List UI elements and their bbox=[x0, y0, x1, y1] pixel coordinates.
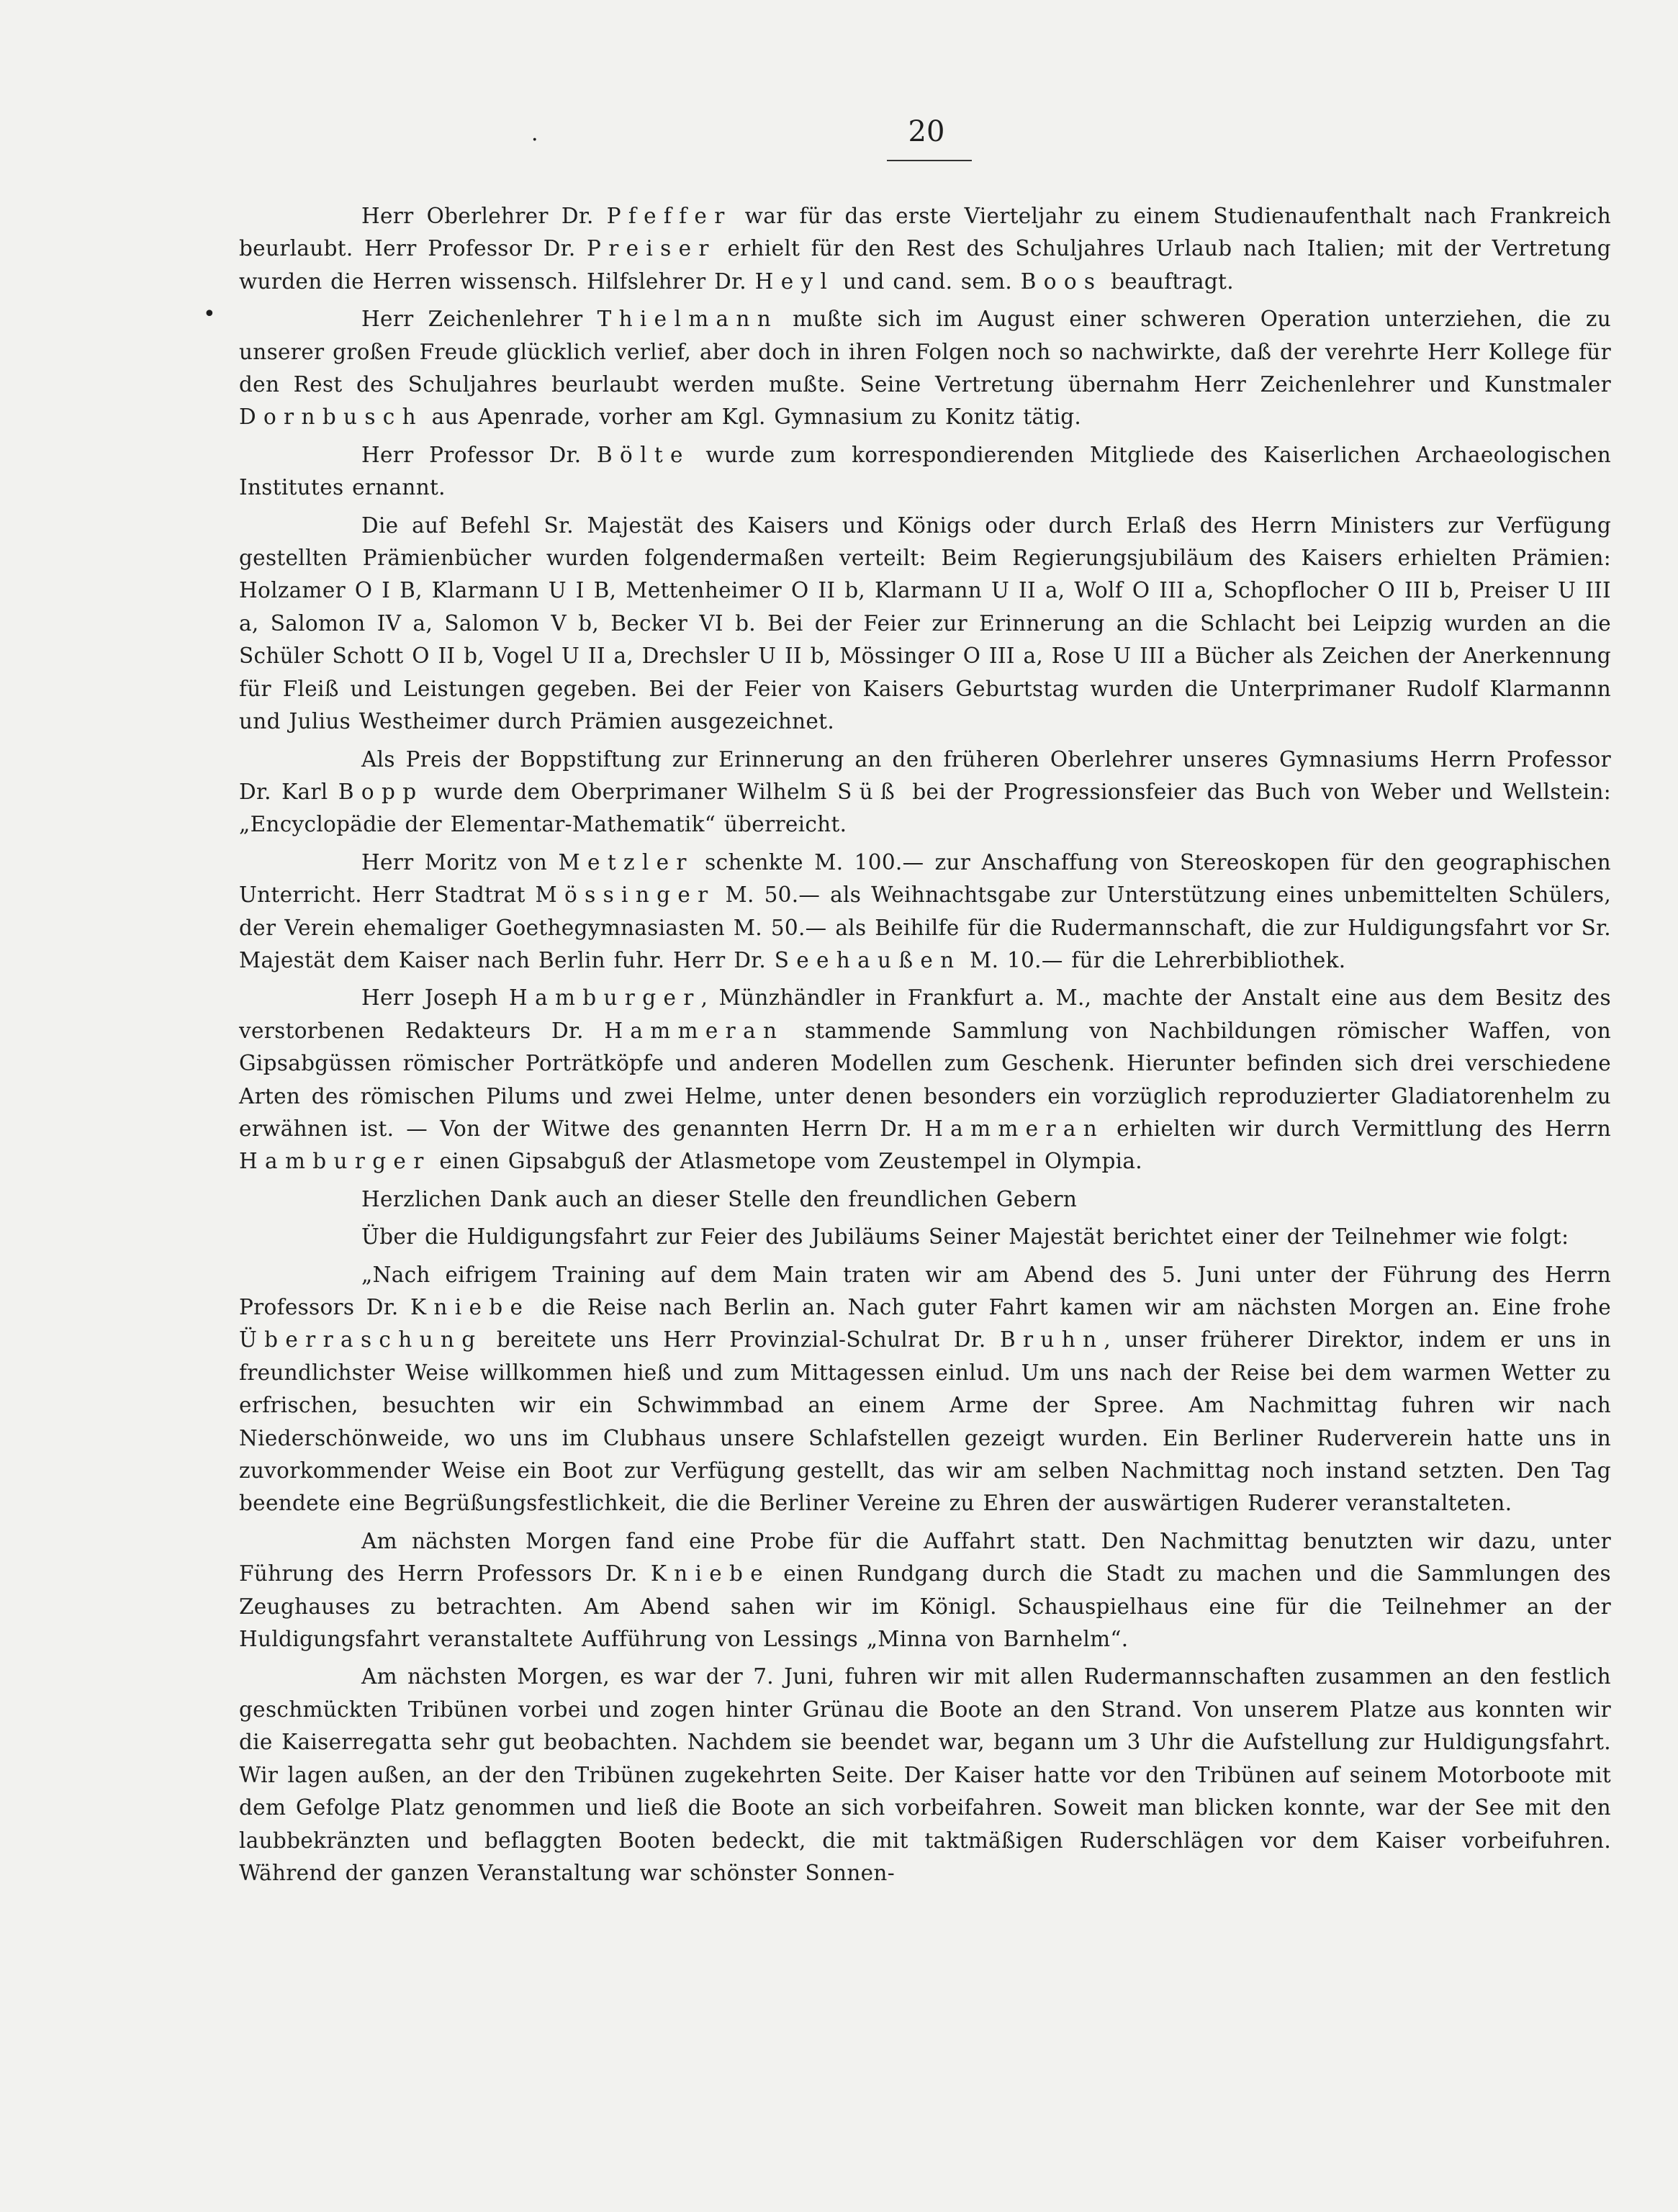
text-run: Herzlichen Dank auch an dieser Stelle den freundlichen Gebern bbox=[361, 1186, 1078, 1211]
spaced-name: Metzler bbox=[558, 849, 694, 875]
paragraph bbox=[239, 1525, 1611, 1656]
text-run: Herr Oberlehrer Dr. bbox=[361, 204, 607, 228]
document-body bbox=[239, 200, 1611, 1895]
spaced-name: Bölte bbox=[597, 442, 690, 467]
text-run: Über die Huldigungsfahrt zur Feier des Jubiläums Seiner Majestät berichtet einer der Teilnehmer wie folgt: bbox=[361, 1224, 1569, 1250]
text-run: bei der Progressionsfeier das Buch von Weber und Wellstein: „Encyclopädie der Elementar-Mathematik“ überreicht. bbox=[239, 779, 1612, 837]
paragraph bbox=[239, 982, 1611, 1178]
text-run: wurde dem Oberprimaner Wilhelm bbox=[423, 779, 838, 804]
paragraph bbox=[239, 200, 1611, 298]
text-run: erhielten wir durch Vermittlung des Herrn bbox=[1104, 1116, 1611, 1141]
text-run: die Reise nach Berlin an. Nach guter Fahrt kamen wir am nächsten Morgen an. Eine frohe bbox=[530, 1295, 1611, 1319]
spaced-name: Mössinger bbox=[535, 882, 716, 908]
text-run: einen Rundgang durch die Stadt zu machen und die Sammlungen des Zeughauses zu betrachten. Am Abend sahen wir im Königl. Schauspielhaus eine für die Teilnehmer an der Huldigungsfahrt veranstaltete Aufführung von Lessings „Minna von Barnhelm“. bbox=[239, 1561, 1611, 1652]
text-run: beauftragt. bbox=[1102, 268, 1234, 294]
scan-speck: · bbox=[531, 127, 538, 153]
text-run: Herr Professor Dr. bbox=[361, 442, 597, 467]
text-run: Herr Joseph bbox=[361, 985, 510, 1011]
text-run: schenkte M. 100.— zur Anschaffung von Stereoskopen für den geographischen Unterricht. Herr Stadtrat bbox=[239, 849, 1611, 908]
paragraph bbox=[239, 1661, 1611, 1890]
spaced-name: Hamburger bbox=[509, 985, 701, 1011]
scan-speck: • bbox=[203, 302, 216, 327]
spaced-name: Süß bbox=[837, 779, 902, 804]
text-run: , unser früherer Direktor, indem er uns in freundlichster Weise willkommen hieß und zum Mittagessen einlud. Um uns nach der Reise bei dem warmen Wetter zu erfrischen, besuchten wir ein Schwimmbad an einem Arme der Spree. Am Nachmittag fuhren wir nach Niederschönweide, wo uns im Clubhaus unsere Schlafstellen gezeigt wurden. Ein Berliner Ruderverein hatte uns in zuvorkommender Weise ein Boot zur Verfügung gestellt, das wir am selben Nachmittag noch instand setzten. Den Tag beendete eine Begrüßungsfestlichkeit, die die Berliner Vereine zu Ehren der auswärtigen Ruderer veranstalteten. bbox=[239, 1327, 1611, 1516]
text-run: Die auf Befehl Sr. Majestät des Kaisers und Königs oder durch Erlaß des Herrn Ministers zur Verfügung gestellten Prämienbücher wurden folgendermaßen verteilt: Beim Regierungsjubiläum des Kaisers erhielten Prämien: Holzamer O I B, Klarmann U I B, Mettenheimer O II b, Klarmann U II a, Wolf O III a, Schopflocher O III b, Preiser U III a, Salomon IV a, Salomon V b, Becker VI b. Bei der Feier zur Erinnerung an die Schlacht bei Leipzig wurden an die Schüler Schott O II b, Vogel U II a, Drechsler U II b, Mössinger O III a, Rose U III a Bücher als Zeichen der Anerkennung für Fleiß und Leistungen gegeben. Bei der Feier von Kaisers Geburtstag wurden die Unterprimaner Rudolf Klarmannn und Julius Westheimer durch Prämien ausgezeichnet. bbox=[239, 513, 1611, 734]
text-run: war für das erste Vierteljahr zu einem Studienaufenthalt nach Frankreich beurlaubt. Herr Professor Dr. bbox=[239, 204, 1612, 261]
text-run: , Münzhändler in Frankfurt a. M., machte der Anstalt eine aus dem Besitz des verstorbenen Redakteurs Dr. bbox=[239, 985, 1611, 1043]
paragraph bbox=[239, 1221, 1611, 1253]
text-run: erhielt für den Rest des Schuljahres Urlaub nach Italien; mit der Vertretung wurden die Herren wissensch. Hilfslehrer Dr. bbox=[239, 236, 1611, 294]
spaced-name: Hammeran bbox=[924, 1116, 1105, 1141]
spaced-name: Thielmann bbox=[597, 307, 779, 332]
paragraph bbox=[239, 744, 1611, 841]
text-run: bereitete uns Herr Provinzial-Schulrat Dr. bbox=[482, 1327, 1000, 1353]
text-run: Am nächsten Morgen, es war der 7. Juni, fuhren wir mit allen Rudermannschaften zusammen an den festlich geschmückten Tribünen vorbei und zogen hinter Grünau die Boote an den Strand. Von unserem Platze aus konnten wir die Kaiserregatta sehr gut beobachten. Nachdem sie beendet war, begann um 3 Uhr die Aufstellung zur Huldigungsfahrt. Wir lagen außen, an der den Tribünen zugekehrten Seite. Der Kaiser hatte vor den Tribünen auf seinem Motorboote mit dem Gefolge Platz genommen und ließ die Boote an sich vorbeifahren. Soweit man blicken konnte, war der See mit den laubbekränzten und beflaggten Booten bedeckt, die mit taktmäßigen Ruderschlägen vor dem Kaiser vorbeifuhren. Während der ganzen Veranstaltung war schönster Sonnen- bbox=[239, 1664, 1611, 1885]
text-run: stammende Sammlung von Nachbildungen römischer Waffen, von Gipsabgüssen römischer Porträtköpfe und anderen Modellen zum Geschenk. Hierunter befinden sich drei verschiedene Arten des römischen Pilums und zwei Helme, unter denen besonders ein vorzüglich reproduzierter Gladiatorenhelm zu erwähnen ist. — Von der Witwe des genannten Herrn Dr. bbox=[239, 1018, 1611, 1141]
paragraph bbox=[239, 847, 1611, 978]
text-run: M. 10.— für die Lehrerbibliothek. bbox=[961, 947, 1346, 972]
text-run: mußte sich im August einer schweren Operation unterziehen, die zu unserer großen Freude glücklich verlief, aber doch in ihren Folgen noch so nachwirkte, daß der verehrte Herr Kollege für den Rest des Schuljahres beurlaubt werden mußte. Seine Vertretung übernahm Herr Zeichenlehrer und Kunstmaler bbox=[239, 307, 1612, 397]
spaced-name: Heyl bbox=[754, 268, 835, 294]
spaced-name: Bruhn bbox=[999, 1327, 1104, 1353]
spaced-name: Dornbusch bbox=[239, 405, 423, 430]
spaced-name: Kniebe bbox=[650, 1561, 771, 1586]
spaced-name: Bopp bbox=[338, 779, 424, 804]
page-number-rule bbox=[887, 160, 972, 161]
text-run: wurde zum korrespondierenden Mitgliede des Kaiserlichen Archaeologischen Institutes ernannt. bbox=[239, 442, 1611, 500]
paragraph bbox=[239, 303, 1611, 434]
text-run: Als Preis der Boppstiftung zur Erinnerung an den früheren Oberlehrer unseres Gymnasiums Herrn Professor Dr. Karl bbox=[239, 746, 1611, 804]
spaced-name: Preiser bbox=[587, 236, 716, 261]
spaced-name: Überraschung bbox=[239, 1327, 483, 1353]
spaced-name: Seehaußen bbox=[774, 947, 962, 972]
text-run: „Nach eifrigem Training auf dem Main traten wir am Abend des 5. Juni unter der Führung des Herrn Professors Dr. bbox=[239, 1262, 1611, 1319]
page-number: 20 bbox=[908, 115, 945, 148]
spaced-name: Hammeran bbox=[604, 1018, 785, 1043]
spaced-name: Boos bbox=[1020, 268, 1103, 294]
spaced-name: Pfeffer bbox=[606, 204, 732, 228]
paragraph bbox=[239, 510, 1611, 739]
text-run: M. 50.— als Weihnachtsgabe zur Unterstützung eines unbemittelten Schülers, der Verein ehemaliger Goethegymnasiasten M. 50.— als Beihilfe für die Rudermannschaft, die zur Huldigungsfahrt vor Sr. Majestät dem Kaiser nach Berlin fuhr. Herr Dr. bbox=[239, 882, 1612, 972]
text-run: Herr Moritz von bbox=[361, 849, 559, 875]
text-run: Am nächsten Morgen fand eine Probe für die Auffahrt statt. Den Nachmittag benutzten wir dazu, unter Führung des Herrn Professors Dr. bbox=[239, 1528, 1611, 1586]
text-run: einen Gipsabguß der Atlasmetope vom Zeustempel in Olympia. bbox=[430, 1149, 1142, 1174]
paragraph bbox=[239, 439, 1611, 505]
text-run: Herr Zeichenlehrer bbox=[361, 307, 597, 332]
spaced-name: Kniebe bbox=[410, 1295, 531, 1319]
text-run: aus Apenrade, vorher am Kgl. Gymnasium zu Konitz tätig. bbox=[423, 405, 1082, 430]
paragraph bbox=[239, 1183, 1611, 1216]
text-run: und cand. sem. bbox=[834, 268, 1021, 294]
spaced-name: Hamburger bbox=[239, 1149, 431, 1174]
paragraph bbox=[239, 1259, 1611, 1520]
